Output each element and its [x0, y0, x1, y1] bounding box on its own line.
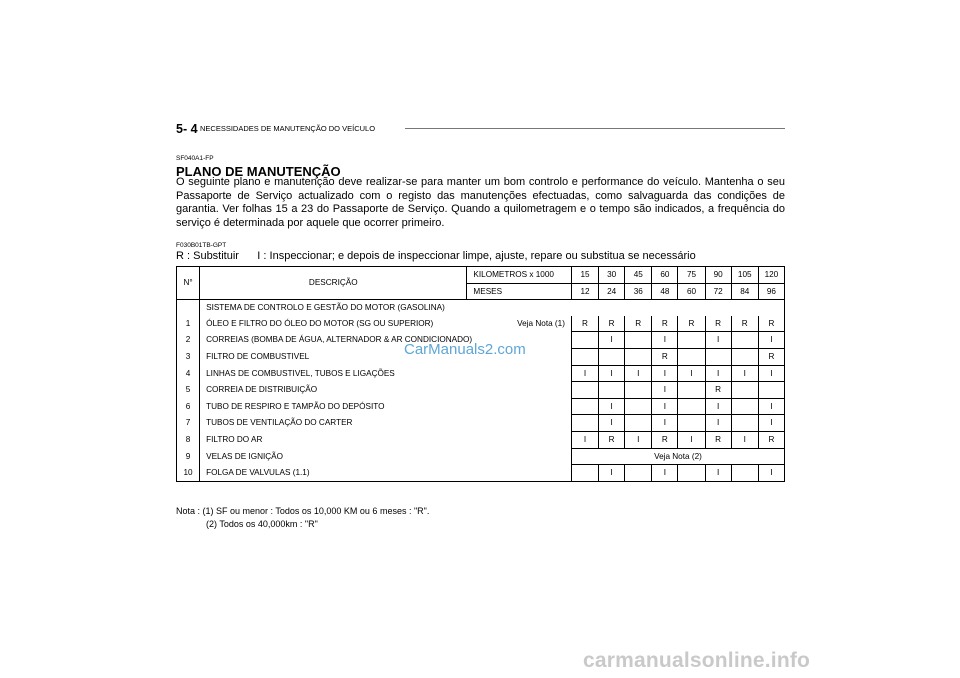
row-value	[758, 382, 784, 399]
row-value	[571, 465, 598, 482]
row-value	[571, 398, 598, 415]
note-1: Nota : (1) SF ou menor : Todos os 10,000 KM ou 6 meses : "R".	[176, 506, 430, 516]
row-value	[705, 348, 731, 365]
row-number: 4	[177, 365, 200, 382]
row-value	[571, 415, 598, 432]
row-value	[571, 332, 598, 349]
row-value	[731, 382, 758, 399]
row-value: R	[705, 382, 731, 399]
row-description	[200, 398, 572, 415]
row-note: Veja Nota (1)	[517, 319, 565, 329]
row-description-text: TUBOS DE VENTILAÇÃO DO CARTER	[206, 418, 353, 428]
table-row	[177, 365, 785, 382]
legend-code: F030B01TB-GPT	[176, 242, 227, 249]
row-value: R	[758, 348, 784, 365]
row-value: I	[758, 415, 784, 432]
row-description-text: FILTRO DO AR	[206, 434, 263, 444]
row-description	[200, 431, 572, 448]
row-value: R	[731, 316, 758, 332]
row-value	[625, 398, 652, 415]
note-2: (2) Todos os 40,000km : "R"	[206, 518, 318, 529]
row-value	[599, 348, 625, 365]
row-description-text: FILTRO DE COMBUSTIVEL	[206, 351, 310, 361]
header-months-36: 36	[625, 283, 652, 300]
row-value	[678, 382, 705, 399]
header-months-84: 84	[731, 283, 758, 300]
header-months-60: 60	[678, 283, 705, 300]
row-value: I	[599, 332, 625, 349]
row-number: 6	[177, 398, 200, 415]
row-value: I	[652, 332, 678, 349]
row-number: 2	[177, 332, 200, 349]
row-value	[731, 415, 758, 432]
row-value: I	[678, 431, 705, 448]
table-row	[177, 382, 785, 399]
header-number: N°	[177, 267, 200, 300]
row-value	[731, 398, 758, 415]
row-value	[678, 415, 705, 432]
header-km-105: 105	[731, 267, 758, 284]
row-value: I	[705, 465, 731, 482]
row-value: I	[758, 398, 784, 415]
row-value: I	[652, 382, 678, 399]
row-value: R	[705, 431, 731, 448]
row-description	[200, 382, 572, 399]
row-value: I	[599, 465, 625, 482]
header-months-48: 48	[652, 283, 678, 300]
row-value: R	[758, 316, 784, 332]
row-number: 1	[177, 316, 200, 332]
row-value: I	[652, 415, 678, 432]
row-value	[625, 348, 652, 365]
row-value: I	[571, 365, 598, 382]
row-value: I	[758, 365, 784, 382]
row-value: R	[652, 348, 678, 365]
row-value: R	[652, 431, 678, 448]
row-value	[678, 332, 705, 349]
row-description	[200, 415, 572, 432]
row-value	[571, 348, 598, 365]
header-km-30: 30	[599, 267, 625, 284]
row-value: I	[705, 398, 731, 415]
table-row	[177, 415, 785, 432]
row-value: I	[758, 465, 784, 482]
system-row-label: SISTEMA DE CONTROLO E GESTÃO DO MOTOR (GASOLINA)	[206, 303, 445, 313]
row-number: 7	[177, 415, 200, 432]
row-description	[200, 465, 572, 482]
row-value: R	[625, 316, 652, 332]
row-value	[625, 332, 652, 349]
row-value: R	[652, 316, 678, 332]
header-km-90: 90	[705, 267, 731, 284]
page-number: 5- 4	[176, 122, 198, 136]
row-value: R	[571, 316, 598, 332]
row-description	[200, 448, 572, 465]
notes	[176, 505, 429, 530]
row-value: R	[599, 316, 625, 332]
row-description	[200, 365, 572, 382]
row-number: 8	[177, 431, 200, 448]
header-km-45: 45	[625, 267, 652, 284]
intro-paragraph: O seguinte plano e manutenção deve realizar-se para manter um bom controlo e performance do veículo. Mantenha o seu Passaporte de Serviço actualizado com o registo das manutenções efectuadas, como salvaguarda das condições de garantia. Ver folhas 15 a 23 do Passaporte de Serviço. Quando a quilometragem e o tempo são indicados, a frequência do serviço é determinada por aquele que ocorrer primeiro.	[176, 176, 785, 229]
row-value: I	[652, 365, 678, 382]
row-number: 3	[177, 348, 200, 365]
row-value	[678, 465, 705, 482]
row-value: I	[705, 332, 731, 349]
row-description-text: LINHAS DE COMBUSTIVEL, TUBOS E LIGAÇÕES	[206, 368, 395, 378]
row-value: I	[652, 465, 678, 482]
header-km-120: 120	[758, 267, 784, 284]
header-km-15: 15	[571, 267, 598, 284]
row-value	[678, 398, 705, 415]
row-value: I	[758, 332, 784, 349]
row-value: I	[625, 431, 652, 448]
row-description-text: CORREIA DE DISTRIBUIÇÃO	[206, 385, 318, 395]
row-number: 10	[177, 465, 200, 482]
row-value: I	[731, 431, 758, 448]
row-description-text: ÓLEO E FILTRO DO ÓLEO DO MOTOR (SG OU SUPERIOR)	[206, 319, 434, 329]
watermark: CarManuals2.com	[404, 341, 526, 358]
header-km-label: KILOMETROS x 1000	[467, 267, 572, 284]
row-value	[731, 465, 758, 482]
row-value: I	[599, 415, 625, 432]
header-months-24: 24	[599, 283, 625, 300]
table-row	[177, 398, 785, 415]
row-value	[678, 348, 705, 365]
row-span-note: Veja Nota (2)	[571, 448, 784, 465]
page-title: PLANO DE MANUTENÇÃO	[176, 164, 341, 179]
row-value: I	[731, 365, 758, 382]
header-months-72: 72	[705, 283, 731, 300]
row-value	[625, 382, 652, 399]
row-value	[731, 332, 758, 349]
row-value: I	[625, 365, 652, 382]
row-value: R	[599, 431, 625, 448]
legend-text: R : Substituir I : Inspeccionar; e depois de inspeccionar limpe, ajuste, repare ou substitua se necessário	[176, 250, 696, 262]
row-value: I	[678, 365, 705, 382]
header-description: DESCRIÇÃO	[200, 267, 467, 300]
header-rule	[405, 128, 785, 129]
row-value: I	[599, 398, 625, 415]
row-value	[731, 348, 758, 365]
row-number: 9	[177, 448, 200, 465]
system-row-number	[177, 300, 200, 316]
row-value: I	[705, 365, 731, 382]
row-value	[625, 465, 652, 482]
table-row	[177, 316, 785, 332]
section-header-title: NECESSIDADES DE MANUTENÇÃO DO VEÍCULO	[200, 124, 376, 133]
row-value	[599, 382, 625, 399]
row-value: I	[599, 365, 625, 382]
row-value: R	[678, 316, 705, 332]
section-code: SF040A1-FP	[176, 155, 214, 162]
header-km-75: 75	[678, 267, 705, 284]
footer-watermark: carmanualsonline.info	[583, 649, 811, 672]
row-value: R	[758, 431, 784, 448]
table-row	[177, 448, 785, 465]
row-number: 5	[177, 382, 200, 399]
row-value: I	[652, 398, 678, 415]
header-months-label: MESES	[467, 283, 572, 300]
header-months-96: 96	[758, 283, 784, 300]
row-value	[571, 382, 598, 399]
row-value: R	[705, 316, 731, 332]
row-description-text: CORREIAS (BOMBA DE ÁGUA, ALTERNADOR & AR CONDICIONADO)	[206, 335, 473, 345]
row-description-text: TUBO DE RESPIRO E TAMPÃO DO DEPÓSITO	[206, 401, 385, 411]
table-row	[177, 465, 785, 482]
maintenance-table	[176, 266, 785, 482]
table-row	[177, 431, 785, 448]
row-description-text: FOLGA DE VALVULAS (1.1)	[206, 467, 310, 477]
header-km-60: 60	[652, 267, 678, 284]
row-description-text: VELAS DE IGNIÇÃO	[206, 451, 284, 461]
row-description	[200, 316, 572, 332]
header-months-12: 12	[571, 283, 598, 300]
row-value	[625, 415, 652, 432]
row-value: I	[571, 431, 598, 448]
row-value: I	[705, 415, 731, 432]
